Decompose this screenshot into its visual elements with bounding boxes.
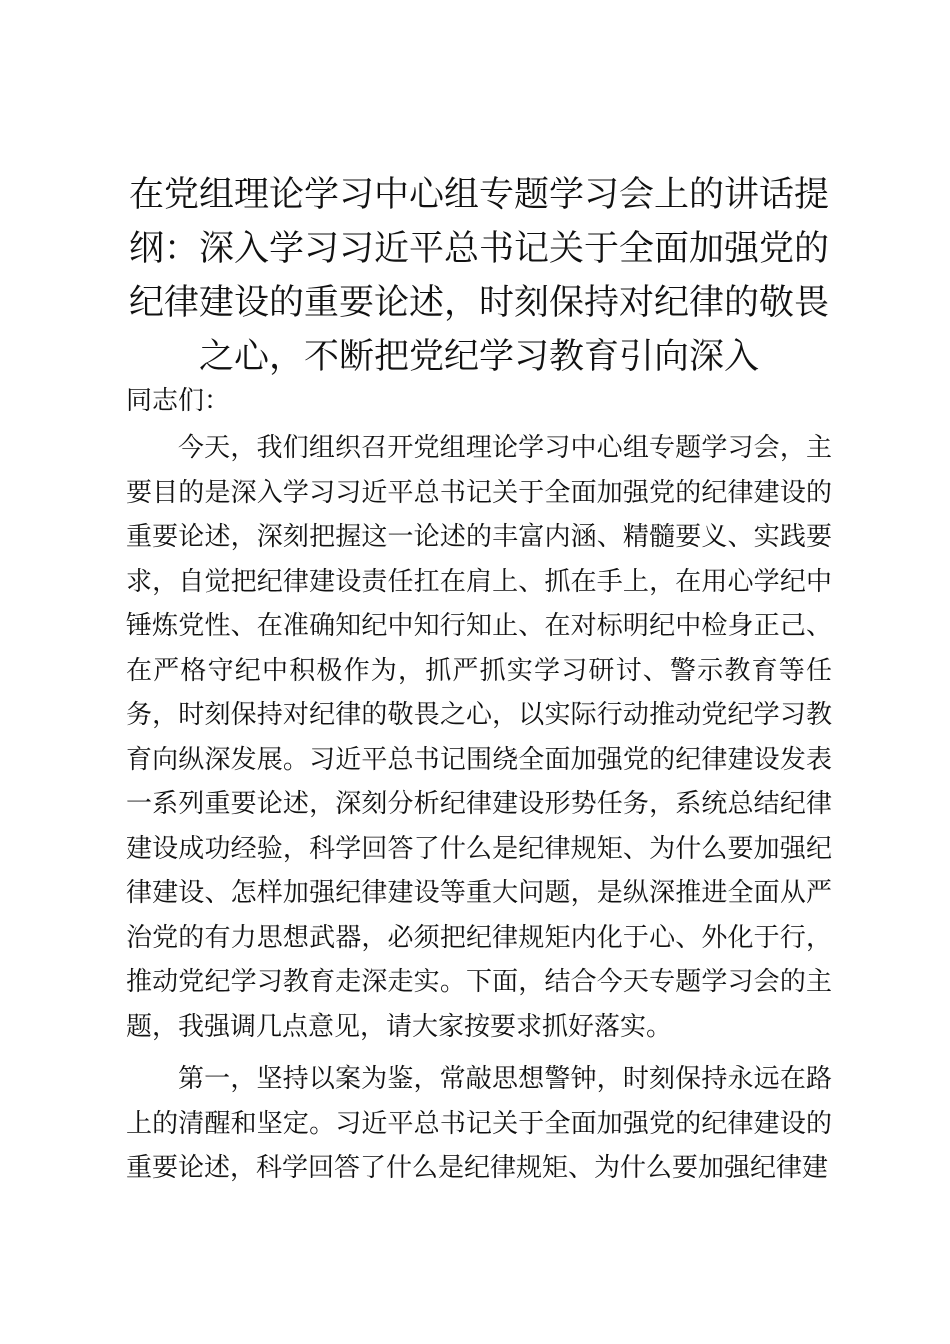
document-body: [126, 168, 832, 1191]
body-paragraph: 今天，我们组织召开党组理论学习中心组专题学习会，主要目的是深入学习习近平总书记关于全面加强党的纪律建设的重要论述，深刻把握这一论述的丰富内涵、精髓要义、实践要求，自觉把纪律建设责任扛在肩上、抓在手上，在用心学纪中锤炼党性、在准确知纪中知行知止、在对标明纪中检身正己、在严格守纪中积极作为，抓严抓实学习研讨、警示教育等任务，时刻保持对纪律的敬畏之心，以实际行动推动党纪学习教育向纵深发展。习近平总书记围绕全面加强党的纪律建设发表一系列重要论述，深刻分析纪律建设形势任务，系统总结纪律建设成功经验，科学回答了什么是纪律规矩、为什么要加强纪律建设、怎样加强纪律建设等重大问题，是纵深推进全面从严治党的有力思想武器，必须把纪律规矩内化于心、外化于行，推动党纪学习教育走深走实。下面，结合今天专题学习会的主题，我强调几点意见，请大家按要求抓好落实。: [126, 433, 832, 1042]
body-paragraph: 第一，坚持以案为鉴，常敲思想警钟，时刻保持永远在路上的清醒和坚定。习近平总书记关于全面加强党的纪律建设的重要论述，科学回答了什么是纪律规矩、为什么要加强纪律建: [126, 1064, 832, 1183]
salutation: 同志们：: [126, 386, 231, 416]
document-title: 在党组理论学习中心组专题学习会上的讲话提纲：深入学习习近平总书记关于全面加强党的纪律建设的重要论述，时刻保持对纪律的敬畏之心，不断把党纪学习教育引向深入: [128, 175, 829, 377]
